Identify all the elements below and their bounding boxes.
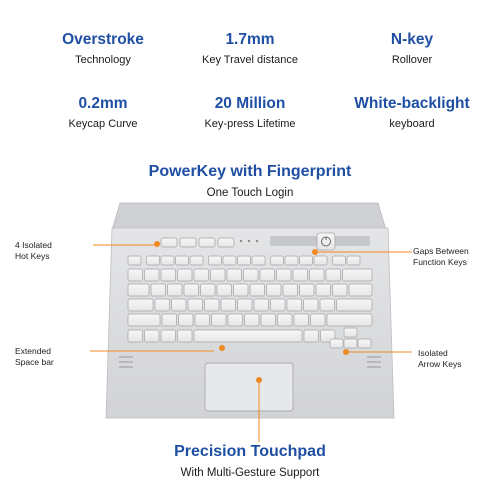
left-vent — [119, 356, 133, 368]
function-key — [252, 256, 265, 265]
keycap — [320, 299, 335, 311]
callout-space-bar: Extended Space bar — [15, 346, 54, 367]
keycap — [245, 314, 260, 326]
spec-subtitle: Technology — [75, 54, 131, 66]
function-key — [314, 256, 327, 265]
keycap — [311, 314, 326, 326]
keycap — [178, 330, 193, 342]
keycap — [278, 314, 293, 326]
keycap — [277, 269, 292, 281]
keycap — [254, 299, 269, 311]
enter-key — [337, 299, 373, 311]
powerkey-title: PowerKey with Fingerprint — [148, 163, 352, 180]
right-shift-key — [327, 314, 372, 326]
keycap — [145, 330, 160, 342]
keycap — [349, 284, 372, 296]
keycap — [310, 269, 325, 281]
function-key — [285, 256, 298, 265]
function-key — [223, 256, 236, 265]
right-vent — [367, 356, 381, 368]
touchpad-subtitle: With Multi-Gesture Support — [180, 467, 320, 479]
spec-subtitle: keyboard — [389, 118, 435, 130]
keycap — [294, 314, 309, 326]
callout-gaps-function-keys: Gaps Between Function Keys — [413, 246, 469, 267]
powerkey-subtitle: One Touch Login — [206, 187, 294, 199]
keycap — [250, 284, 265, 296]
spec-title: White-backlight — [354, 95, 470, 112]
arrow-up-key — [344, 328, 357, 337]
keycap — [304, 330, 319, 342]
function-key — [238, 256, 251, 265]
keycap — [293, 269, 308, 281]
function-key — [333, 256, 346, 265]
keycap — [201, 284, 216, 296]
keycap — [300, 284, 315, 296]
keycap — [244, 269, 259, 281]
keycap — [260, 269, 275, 281]
lid-hinge — [112, 203, 386, 230]
keycap — [283, 284, 298, 296]
keycap — [168, 284, 183, 296]
status-led — [240, 240, 242, 242]
keycap — [212, 314, 227, 326]
spec-subtitle: Keycap Curve — [68, 118, 138, 130]
spec-subtitle: Key-press Lifetime — [204, 118, 296, 130]
arrow-right-key — [358, 339, 371, 348]
function-key — [209, 256, 222, 265]
keycap — [172, 299, 187, 311]
function-key — [347, 256, 360, 265]
keycap — [155, 299, 170, 311]
keycap — [128, 269, 143, 281]
keycap — [267, 284, 282, 296]
spec-title: Overstroke — [62, 31, 144, 48]
function-key — [271, 256, 284, 265]
touchpad-feature — [0, 442, 500, 480]
keycap — [161, 269, 176, 281]
keycap — [234, 284, 249, 296]
function-key — [190, 256, 203, 265]
keycap — [211, 269, 226, 281]
backspace-key — [343, 269, 373, 281]
keycap — [188, 299, 203, 311]
keycap — [162, 314, 177, 326]
caps-lock-key — [128, 299, 153, 311]
keycap — [179, 314, 194, 326]
space-bar — [194, 330, 302, 342]
arrow-down-key — [344, 339, 357, 348]
keycap — [161, 330, 176, 342]
spec-subtitle: Rollover — [391, 54, 433, 66]
keycap — [238, 299, 253, 311]
status-led — [256, 240, 258, 242]
function-key — [128, 256, 141, 265]
spec-title: N-key — [390, 31, 434, 48]
function-key — [300, 256, 313, 265]
touchpad-title: Precision Touchpad — [174, 443, 326, 460]
keycap — [326, 269, 341, 281]
keycap — [145, 269, 160, 281]
function-key — [176, 256, 189, 265]
keycap — [261, 314, 276, 326]
tab-key — [128, 284, 149, 296]
keycap — [316, 284, 331, 296]
status-led — [248, 240, 250, 242]
keycap — [217, 284, 232, 296]
left-shift-key — [128, 314, 160, 326]
spec-title: 0.2mm — [78, 95, 128, 112]
keycap — [128, 330, 143, 342]
keycap — [304, 299, 319, 311]
function-key — [161, 256, 174, 265]
spec-title: 1.7mm — [225, 31, 275, 48]
keycap — [205, 299, 220, 311]
keycap — [221, 299, 236, 311]
keycap — [184, 284, 199, 296]
callout-arrow-keys: Isolated Arrow Keys — [418, 348, 462, 369]
keycap — [287, 299, 302, 311]
fingerprint-power-key — [317, 233, 335, 250]
spec-title: 20 Million — [214, 95, 286, 112]
function-key — [147, 256, 160, 265]
keycap — [194, 269, 209, 281]
keycap — [195, 314, 210, 326]
touchpad — [205, 363, 293, 411]
callout-hot-keys: 4 Isolated Hot Keys — [15, 240, 52, 261]
spec-subtitle: Key Travel distance — [202, 54, 298, 66]
keycap — [271, 299, 286, 311]
keycap — [227, 269, 242, 281]
keycap — [151, 284, 166, 296]
keycap — [333, 284, 348, 296]
keycap — [178, 269, 193, 281]
keycap — [228, 314, 243, 326]
arrow-left-key — [330, 339, 343, 348]
